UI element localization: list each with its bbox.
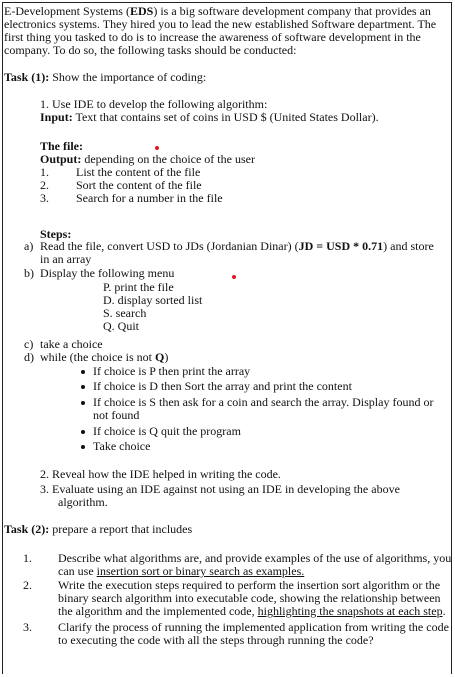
file-item-text: List the content of the file [76, 165, 201, 179]
task2-item-num: 1. [23, 551, 32, 565]
task2-item-line: Write the execution steps required to perform the insertion sort algorithm or the [58, 578, 441, 592]
file-item-text: Sort the content of the file [76, 178, 202, 192]
task2-item-line: Describe what algorithms are, and provide examples of the use of algorithms, you [58, 551, 452, 565]
menu-item: Q. Quit [103, 319, 139, 333]
task2-item-line: to executing the code with all the steps through running the code? [58, 633, 374, 647]
input-line: Input: Text that contains set of coins in USD $ (United States Dollar). [40, 110, 379, 124]
bullet-icon [81, 385, 85, 389]
intro-line-2: electronics systems. They hired you to lead the new established Software department. The [4, 17, 437, 31]
bullet-icon [81, 370, 85, 374]
bullet-icon [81, 445, 85, 449]
menu-item: D. display sorted list [103, 293, 203, 307]
file-item-num: 3. [40, 191, 49, 205]
file-item-num: 1. [40, 165, 49, 179]
task1-item-3: 3. Evaluate using an IDE against not using an IDE in developing the above [40, 482, 400, 496]
step-letter: b) [24, 266, 34, 280]
red-marker-dot [155, 146, 159, 150]
intro-line-1: E-Development Systems (EDS) is a big software development company that provides an [4, 4, 431, 18]
steps-heading: Steps: [40, 227, 72, 241]
file-heading: The file: [40, 139, 83, 153]
bullet-icon [81, 430, 85, 434]
step-a-line-2: in an array [40, 252, 92, 266]
menu-item: P. print the file [103, 280, 174, 294]
step-c: take a choice [40, 337, 103, 351]
bullet-text: If choice is D then Sort the array and print the content [93, 379, 352, 393]
step-letter: a) [24, 239, 34, 253]
task2-item-num: 3. [23, 620, 32, 634]
intro-line-3: first thing you tasked to do is to increase the awareness of software development in the [4, 30, 421, 44]
task1-item-3-cont: algorithm. [58, 495, 108, 509]
step-a-line-1: Read the file, convert USD to JDs (Jordanian Dinar) (JD = USD * 0.71) and store [40, 239, 434, 253]
menu-item: S. search [103, 306, 147, 320]
task2-item-line: binary search algorithm into executable code, showing the relationship between [58, 591, 441, 605]
red-marker-dot [232, 275, 236, 279]
bullet-text: If choice is P then print the array [93, 364, 251, 378]
task2-item-num: 2. [23, 578, 32, 592]
step-letter: c) [24, 337, 34, 351]
step-b: Display the following menu [40, 266, 175, 280]
task2-heading: Task (2): prepare a report that includes [4, 522, 193, 536]
task1-item-1: 1. Use IDE to develop the following algorithm: [40, 97, 268, 111]
bullet-text: If choice is Q quit the program [93, 424, 241, 438]
bullet-text: Take choice [93, 439, 151, 453]
output-line: Output: depending on the choice of the user [40, 152, 255, 166]
file-item-text: Search for a number in the file [76, 191, 223, 205]
bullet-icon [81, 401, 85, 405]
bullet-text: If choice is S then ask for a coin and search the array. Display found or [93, 395, 434, 409]
step-d: while (the choice is not Q) [40, 350, 169, 364]
task1-item-2: 2. Reveal how the IDE helped in writing the code. [40, 467, 281, 481]
file-item-num: 2. [40, 178, 49, 192]
step-letter: d) [24, 350, 34, 364]
task2-item-line: the algorithm and the implemented code, highlighting the snapshots at each step. [58, 604, 446, 618]
bullet-text-cont: not found [93, 408, 140, 422]
task1-heading: Task (1): Show the importance of coding: [4, 70, 207, 84]
task2-item-line: Clarify the process of running the implemented application from writing the code [58, 620, 449, 634]
task2-item-line: can use insertion sort or binary search as examples. [58, 564, 305, 578]
intro-line-4: company. To do so, the following tasks should be conducted: [4, 43, 297, 57]
